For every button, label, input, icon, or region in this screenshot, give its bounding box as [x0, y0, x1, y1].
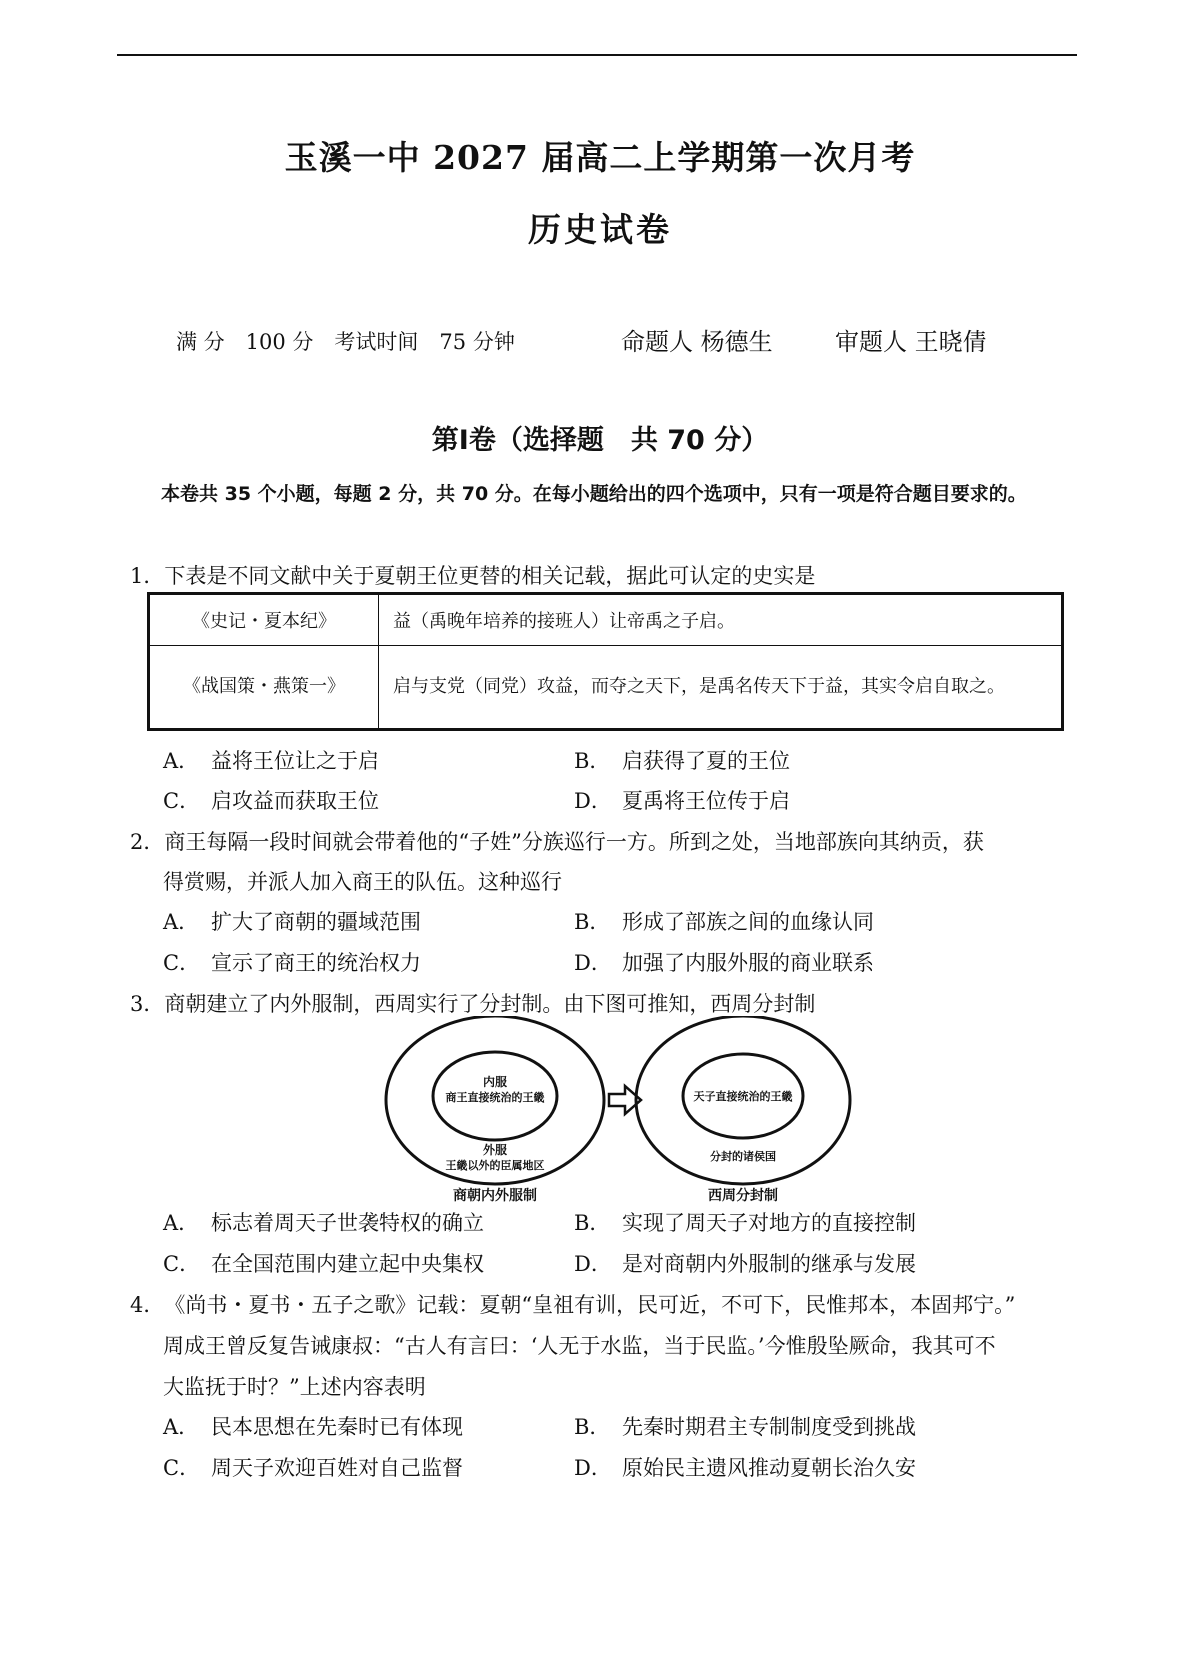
- question-stem-line: 周成王曾反复告诫康叔：“古人有言曰：‘人无于水监，当于民监。’今惟殷坠厥命，我其可不: [163, 1334, 996, 1358]
- option-letter: A．: [163, 910, 200, 934]
- question-number: 1．: [130, 564, 165, 588]
- option-text: 启获得了夏的王位: [622, 749, 790, 773]
- option-text: 在全国范围内建立起中央集权: [211, 1252, 484, 1276]
- option-a[interactable]: [163, 1411, 463, 1441]
- option-letter: D．: [574, 789, 612, 813]
- option-text: 实现了周天子对地方的直接控制: [622, 1211, 916, 1235]
- option-text: 加强了内服外服的商业联系: [622, 951, 874, 975]
- right-diagram-caption: 西周分封制: [708, 1188, 778, 1204]
- feudal-system-diagram: [375, 1016, 855, 1206]
- section-title: 第Ⅰ卷（选择题 共 70 分）: [431, 425, 769, 456]
- exam-subject: 历史试卷: [528, 210, 672, 249]
- question-number: 4．: [130, 1293, 165, 1317]
- question-2: [130, 826, 984, 856]
- question-3: [130, 988, 815, 1018]
- question-1: [130, 560, 815, 590]
- outer-service-text: 王畿以外的臣属地区: [445, 1159, 545, 1172]
- option-a[interactable]: [163, 906, 421, 936]
- question-number: 3．: [130, 992, 165, 1016]
- inner-service-text: 商王直接统治的王畿: [445, 1091, 545, 1104]
- option-letter: B．: [574, 1415, 611, 1439]
- header-rule: [117, 54, 1077, 56]
- option-letter: D．: [574, 951, 612, 975]
- option-d[interactable]: [574, 1452, 916, 1482]
- left-diagram-caption: 商朝内外服制: [453, 1188, 537, 1204]
- score-time-info: 满 分 100 分 考试时间 75 分钟: [176, 330, 515, 354]
- table-source-cell: 《史记・夏本纪》: [149, 594, 379, 646]
- royal-domain-text: 天子直接统治的王畿: [693, 1090, 793, 1103]
- option-letter: A．: [163, 1211, 200, 1235]
- inner-service-title: 内服: [482, 1075, 508, 1089]
- option-text: 启攻益而获取王位: [211, 789, 379, 813]
- option-text: 标志着周天子世袭特权的确立: [211, 1211, 484, 1235]
- option-letter: B．: [574, 749, 611, 773]
- reviewer-info: 审题人 王晓倩: [835, 328, 987, 356]
- option-b[interactable]: [574, 906, 874, 936]
- option-letter: D．: [574, 1252, 612, 1276]
- question-stem: 下表是不同文献中关于夏朝王位更替的相关记载，据此可认定的史实是: [164, 564, 816, 588]
- table-source-cell: 《战国策・燕策一》: [149, 646, 379, 730]
- option-text: 夏禹将王位传于启: [622, 789, 790, 813]
- outer-service-title: 外服: [482, 1143, 508, 1157]
- table-text-cell: 益（禹晚年培养的接班人）让帝禹之子启。: [379, 594, 1063, 646]
- option-d[interactable]: [574, 785, 790, 815]
- exam-title: 玉溪一中 2027 届高二上学期第一次月考: [284, 138, 916, 177]
- option-a[interactable]: [163, 1207, 484, 1237]
- option-text: 原始民主遗风推动夏朝长治久安: [622, 1456, 916, 1480]
- option-c[interactable]: [163, 1452, 463, 1482]
- option-c[interactable]: [163, 947, 421, 977]
- question-4: [130, 1289, 1080, 1319]
- option-letter: D．: [574, 1456, 612, 1480]
- option-b[interactable]: [574, 1207, 916, 1237]
- option-letter: A．: [163, 749, 200, 773]
- option-letter: A．: [163, 1415, 200, 1439]
- option-text: 先秦时期君主专制制度受到挑战: [622, 1415, 916, 1439]
- section-instructions: 本卷共 35 个小题，每题 2 分，共 70 分。在每小题给出的四个选项中，只有一项是符合题目要求的。: [161, 483, 1027, 505]
- option-letter: C．: [163, 789, 201, 813]
- table-row: [149, 646, 1063, 730]
- option-b[interactable]: [574, 1411, 916, 1441]
- option-text: 益将王位让之于启: [211, 749, 379, 773]
- question-stem: 商王每隔一段时间就会带着他的“子姓”分族巡行一方。所到之处，当地部族向其纳贡，获: [164, 830, 984, 854]
- option-c[interactable]: [163, 785, 379, 815]
- option-text: 扩大了商朝的疆域范围: [211, 910, 421, 934]
- option-c[interactable]: [163, 1248, 484, 1278]
- option-b[interactable]: [574, 745, 790, 775]
- option-text: 形成了部族之间的血缘认同: [622, 910, 874, 934]
- source-table: [147, 592, 1064, 731]
- option-text: 宣示了商王的统治权力: [211, 951, 421, 975]
- table-text-cell: 启与支党（同党）攻益，而夺之天下，是禹名传天下于益，其实令启自取之。: [379, 646, 1063, 730]
- option-text: 民本思想在先秦时已有体现: [211, 1415, 463, 1439]
- option-letter: C．: [163, 1252, 201, 1276]
- vassal-states-text: 分封的诸侯国: [710, 1150, 776, 1163]
- author-info: 命题人 杨德生: [621, 328, 773, 356]
- option-letter: B．: [574, 910, 611, 934]
- table-row: [149, 594, 1063, 646]
- option-d[interactable]: [574, 947, 874, 977]
- option-d[interactable]: [574, 1248, 916, 1278]
- option-a[interactable]: [163, 745, 379, 775]
- option-letter: C．: [163, 951, 201, 975]
- question-stem: 《尚书・夏书・五子之歌》记载：夏朝“皇祖有训，民可近，不可下，民惟邦本，本固邦宁。”: [164, 1293, 1016, 1317]
- question-stem-line: 得赏赐，并派人加入商王的队伍。这种巡行: [163, 870, 562, 894]
- question-number: 2．: [130, 830, 165, 854]
- option-text: 周天子欢迎百姓对自己监督: [211, 1456, 463, 1480]
- question-stem-line: 大监抚于时？”上述内容表明: [163, 1375, 426, 1399]
- question-stem: 商朝建立了内外服制，西周实行了分封制。由下图可推知，西周分封制: [164, 992, 816, 1016]
- option-text: 是对商朝内外服制的继承与发展: [622, 1252, 916, 1276]
- option-letter: B．: [574, 1211, 611, 1235]
- option-letter: C．: [163, 1456, 201, 1480]
